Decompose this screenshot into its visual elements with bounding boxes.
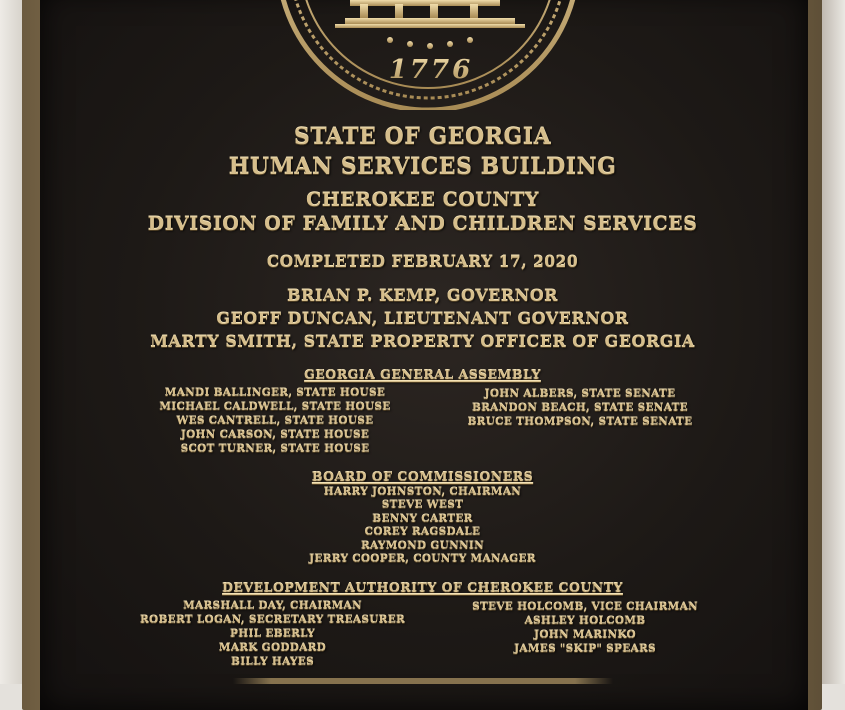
heading-county: CHEROKEE COUNTY bbox=[306, 189, 539, 211]
list-item: RAYMOND GUNNIN bbox=[360, 539, 484, 552]
list-item: BRUCE THOMPSON, STATE SENATE bbox=[467, 416, 693, 428]
list-item: STEVE HOLCOMB, VICE CHAIRMAN bbox=[472, 601, 698, 613]
assembly-house-list bbox=[150, 386, 400, 456]
list-item: SCOT TURNER, STATE HOUSE bbox=[180, 443, 370, 455]
heading-building: HUMAN SERVICES BUILDING bbox=[228, 154, 617, 180]
development-right-list bbox=[455, 600, 715, 656]
list-item: JOHN ALBERS, STATE SENATE bbox=[484, 388, 676, 400]
list-item: WES CANTRELL, STATE HOUSE bbox=[176, 415, 374, 427]
list-item: HARRY JOHNSTON, CHAIRMAN bbox=[323, 486, 522, 498]
assembly-senate-list bbox=[460, 387, 700, 429]
list-item: STEVE WEST bbox=[381, 499, 464, 512]
official-property-officer: MARTY SMITH, STATE PROPERTY OFFICER OF GEORGIA bbox=[150, 332, 695, 351]
list-item: JAMES "SKIP" SPEARS bbox=[514, 643, 656, 655]
list-item: MARSHALL DAY, CHAIRMAN bbox=[183, 600, 362, 612]
development-left-list bbox=[140, 599, 405, 669]
commissioners-list bbox=[0, 486, 845, 566]
list-item: BRANDON BEACH, STATE SENATE bbox=[471, 402, 688, 414]
section-title-development: DEVELOPMENT AUTHORITY OF CHEROKEE COUNTY bbox=[222, 580, 623, 595]
list-item: MICHAEL CALDWELL, STATE HOUSE bbox=[159, 401, 391, 413]
section-title-assembly: GEORGIA GENERAL ASSEMBLY bbox=[304, 367, 541, 382]
official-governor: BRIAN P. KEMP, GOVERNOR bbox=[287, 286, 558, 305]
list-item: MARK GODDARD bbox=[218, 642, 327, 654]
list-item: ROBERT LOGAN, SECRETARY TREASURER bbox=[140, 614, 406, 626]
heading-state: STATE OF GEORGIA bbox=[293, 124, 552, 150]
completed-date: COMPLETED FEBRUARY 17, 2020 bbox=[266, 252, 579, 271]
list-item: COREY RAGSDALE bbox=[364, 526, 481, 539]
section-title-commissioners: BOARD OF COMMISSIONERS bbox=[311, 469, 534, 484]
list-item: PHIL EBERLY bbox=[230, 628, 315, 640]
list-item: BILLY HAYES bbox=[231, 656, 314, 668]
cut-off-line bbox=[0, 678, 845, 684]
list-item: JOHN CARSON, STATE HOUSE bbox=[180, 429, 370, 441]
list-item: JERRY COOPER, COUNTY MANAGER bbox=[309, 552, 536, 565]
official-lt-governor: GEOFF DUNCAN, LIEUTENANT GOVERNOR bbox=[216, 309, 629, 328]
list-item: MANDI BALLINGER, STATE HOUSE bbox=[164, 387, 386, 399]
heading-division: DIVISION OF FAMILY AND CHILDREN SERVICES bbox=[147, 213, 698, 235]
seal-year: 1776 bbox=[388, 55, 474, 85]
list-item: ASHLEY HOLCOMB bbox=[524, 615, 646, 627]
list-item: JOHN MARINKO bbox=[534, 629, 636, 641]
list-item: BENNY CARTER bbox=[372, 512, 473, 525]
